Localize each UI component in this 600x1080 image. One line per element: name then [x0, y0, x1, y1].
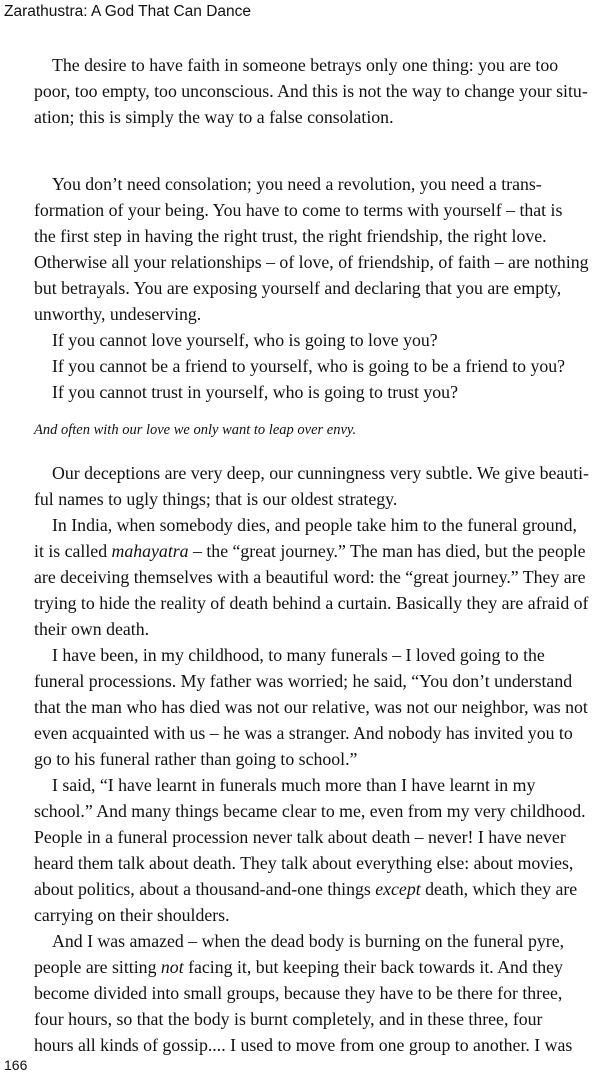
text-run: even acquainted with us – he was a stranger. And nobody has invited you to	[34, 723, 573, 743]
text-line	[52, 52, 597, 78]
text-line	[34, 564, 597, 590]
text-run: ation; this is simply the way to a false consolation.	[34, 107, 394, 127]
text-run: funeral processions. My father was worried; he said, “You don’t understand	[34, 671, 573, 691]
text-run: If you cannot be a friend to yourself, who is going to be a friend to you?	[52, 356, 566, 376]
text-line	[34, 223, 597, 249]
text-line	[34, 954, 597, 980]
text-line	[34, 1006, 597, 1032]
text-run: If you cannot love yourself, who is going to love you?	[52, 330, 438, 350]
text-run: facing it, but keeping their back towards it. And they	[183, 957, 563, 977]
text-line	[34, 876, 597, 902]
text-line	[52, 642, 597, 668]
text-run: heard them talk about death. They talk about everything else: about movies,	[34, 853, 574, 873]
text-run: You don’t need consolation; you need a revolution, you need a trans-	[52, 174, 542, 194]
text-line	[34, 1032, 597, 1058]
text-run: school.” And many things became clear to me, even from my very childhood.	[34, 801, 586, 821]
italic-run: except	[375, 879, 421, 899]
text-line	[34, 850, 597, 876]
text-run: In India, when somebody dies, and people take him to the funeral ground,	[52, 515, 577, 535]
text-run: poor, too empty, too unconscious. And this is not the way to change your situ-	[34, 81, 588, 101]
text-line	[34, 980, 597, 1006]
text-run: People in a funeral procession never talk about death – never! I have never	[34, 827, 566, 847]
text-line	[34, 590, 597, 616]
text-line	[52, 171, 597, 197]
text-run: but betrayals. You are exposing yourself and declaring that you are empty,	[34, 278, 562, 298]
text-run: go to his funeral rather than going to school.”	[34, 749, 358, 769]
text-run: ful names to ugly things; that is our oldest strategy.	[34, 489, 398, 509]
text-line	[34, 197, 597, 223]
text-run: I have been, in my childhood, to many funerals – I loved going to the	[52, 645, 545, 665]
text-run: If you cannot trust in yourself, who is going to trust you?	[52, 382, 458, 402]
text-line	[34, 104, 597, 130]
text-line	[34, 824, 597, 850]
text-line	[34, 746, 597, 772]
running-title: Zarathustra: A God That Can Dance	[4, 3, 251, 20]
text-line	[34, 694, 597, 720]
page-number: 166	[4, 1057, 28, 1073]
text-run: four hours, so that the body is burnt completely, and in these three, four	[34, 1009, 543, 1029]
text-run: carrying on their shoulders.	[34, 905, 230, 925]
text-run: about politics, about a thousand-and-one things	[34, 879, 376, 899]
text-line	[34, 249, 597, 275]
text-line	[34, 301, 597, 327]
text-run: it is called	[34, 541, 112, 561]
text-line	[52, 353, 597, 379]
text-line	[34, 720, 597, 746]
text-line	[52, 512, 597, 538]
text-line	[34, 668, 597, 694]
text-run: become divided into small groups, because they have to be there for three,	[34, 983, 563, 1003]
text-line	[34, 78, 597, 104]
text-line	[34, 798, 597, 824]
text-run: death, which they are	[420, 879, 578, 899]
text-run: And I was amazed – when the dead body is burning on the funeral pyre,	[52, 931, 565, 951]
text-line	[52, 327, 597, 353]
italic-run: mahayatra	[111, 541, 189, 561]
text-run: The desire to have faith in someone betrays only one thing: you are too	[52, 55, 559, 75]
text-run: people are sitting	[34, 957, 161, 977]
text-run: hours all kinds of gossip.... I used to move from one group to another. I was	[34, 1035, 573, 1055]
text-run: unworthy, undeserving.	[34, 304, 202, 324]
text-line	[34, 538, 597, 564]
italic-run: not	[160, 957, 184, 977]
text-run: Otherwise all your relationships – of love, of friendship, of faith – are nothing	[34, 252, 589, 272]
text-run: are deceiving themselves with a beautiful word: the “great journey.” They are	[34, 567, 586, 587]
text-line	[52, 460, 597, 486]
text-run: the first step in having the right trust, the right friendship, the right love.	[34, 226, 547, 246]
text-run: formation of your being. You have to come to terms with yourself – that is	[34, 200, 563, 220]
text-line	[34, 902, 597, 928]
text-line	[34, 486, 597, 512]
italic-run: And often with our love we only want to leap over envy.	[34, 422, 357, 438]
text-line	[52, 928, 597, 954]
epigraph-quote	[34, 417, 597, 443]
text-run: I said, “I have learnt in funerals much more than I have learnt in my	[52, 775, 536, 795]
text-run: their own death.	[34, 619, 150, 639]
text-line	[34, 616, 597, 642]
text-line	[34, 275, 597, 301]
text-run: Our deceptions are very deep, our cunningness very subtle. We give beauti-	[52, 463, 589, 483]
text-run: – the “great journey.” The man has died, but the people	[188, 541, 586, 561]
text-line	[52, 379, 597, 405]
text-run: that the man who has died was not our relative, was not our neighbor, was not	[34, 697, 588, 717]
text-run: trying to hide the reality of death behind a curtain. Basically they are afraid of	[34, 593, 589, 613]
text-line	[52, 772, 597, 798]
